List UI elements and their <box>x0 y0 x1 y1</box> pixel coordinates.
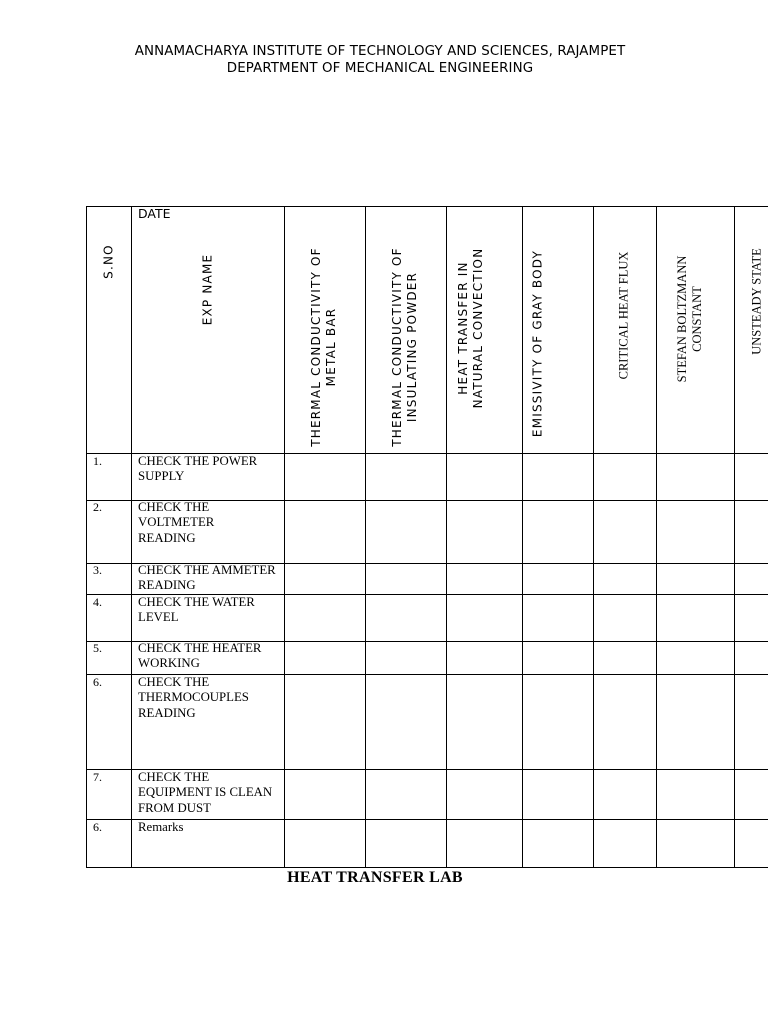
check-item: CHECK THE VOLTMETER READING <box>138 500 215 545</box>
column-divider <box>522 206 523 868</box>
experiment-title: EMISSIVITY OF GRAY BODY <box>530 249 545 438</box>
remarks-label: Remarks <box>138 820 184 834</box>
check-item: CHECK THE THERMOCOUPLES READING <box>138 675 249 720</box>
column-divider <box>446 206 447 868</box>
lab-title: HEAT TRANSFER LAB <box>287 869 463 886</box>
column-divider <box>131 206 132 868</box>
column-divider <box>734 206 735 868</box>
experiment-header <box>750 247 765 357</box>
column-divider <box>284 206 285 868</box>
check-item: CHECK THE HEATER WORKING <box>138 641 262 671</box>
table-border-top <box>86 206 768 207</box>
experiment-title: CRITICAL HEAT FLUX <box>616 251 631 380</box>
table-border-left <box>86 206 87 868</box>
experiment-header <box>309 242 339 452</box>
date-label: DATE <box>138 206 171 221</box>
row-number: 6. <box>93 675 102 689</box>
table-border-bottom <box>86 867 768 868</box>
column-divider <box>365 206 366 868</box>
experiment-title: STEFAN BOLTZMANN CONSTANT <box>675 255 704 383</box>
department-name: DEPARTMENT OF MECHANICAL ENGINEERING <box>226 61 534 76</box>
row-number: 2. <box>93 500 102 514</box>
row-number: 7. <box>93 770 102 784</box>
experiment-header <box>531 244 546 444</box>
experiment-header <box>675 244 707 394</box>
row-number: 5. <box>93 641 102 655</box>
check-item: CHECK THE POWER SUPPLY <box>138 454 258 484</box>
check-item: CHECK THE EQUIPMENT IS CLEAN FROM DUST <box>138 770 273 815</box>
row-number: 4. <box>93 595 102 609</box>
experiment-title: HEAT TRANSFER IN NATURAL CONVECTION <box>456 247 485 409</box>
experiment-title: THERMAL CONDUCTIVITY OF METAL BAR <box>309 247 338 447</box>
experiment-header <box>456 233 486 423</box>
row-number: 6. <box>93 820 102 834</box>
column-divider <box>656 206 657 868</box>
experiment-title: THERMAL CONDUCTIVITY OF INSULATING POWDER <box>390 247 419 447</box>
row-number: 3. <box>93 563 102 577</box>
column-divider <box>593 206 594 868</box>
institute-name: ANNAMACHARYA INSTITUTE OF TECHNOLOGY AND SCIENCES, RAJAMPET <box>134 44 626 59</box>
row-number: 1. <box>93 454 102 468</box>
check-item: CHECK THE AMMETER READING <box>138 563 276 593</box>
sno-header: S.NO <box>101 244 116 279</box>
experiment-title: UNSTEADY STATE <box>749 248 764 355</box>
experiment-header <box>390 227 420 467</box>
exp-name-header: EXP NAME <box>200 253 215 326</box>
experiment-header <box>617 241 632 391</box>
check-item: CHECK THE WATER LEVEL <box>138 595 255 625</box>
